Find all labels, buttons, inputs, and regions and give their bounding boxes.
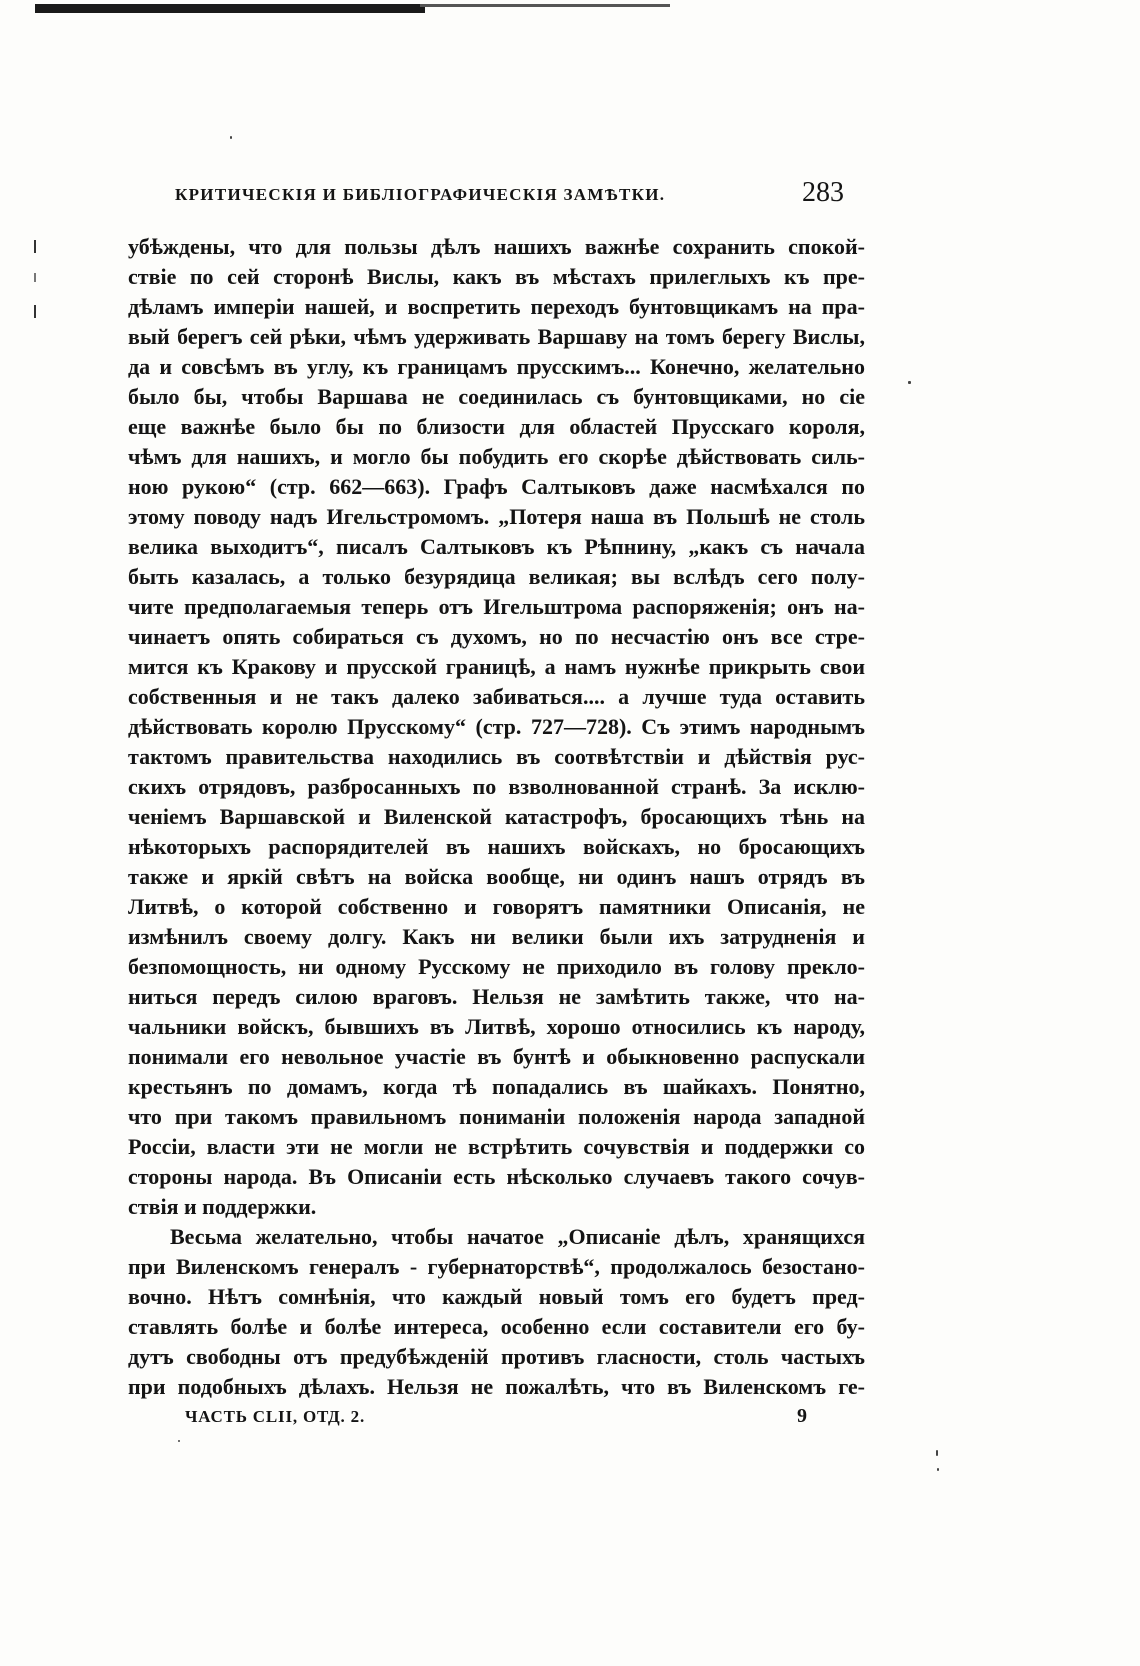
paragraph-continued bbox=[128, 232, 865, 1222]
text-line: понимали его невольное участіе въ бунтѣ и обыкновенно распускали bbox=[128, 1044, 865, 1069]
margin-mark bbox=[34, 305, 36, 318]
text-line: собственныя и не такъ далеко забиваться.... а лучше туда оставить bbox=[128, 684, 865, 709]
text-line: убѣждены, что для пользы дѣлъ нашихъ важнѣе сохранить спокой- bbox=[128, 234, 865, 259]
paragraph bbox=[128, 1222, 865, 1402]
ink-speck bbox=[936, 1450, 938, 1456]
top-scan-edge bbox=[35, 4, 425, 13]
text-line: было бы, чтобы Варшава не соединилась съ бунтовщиками, но сіе bbox=[128, 384, 865, 409]
ink-speck bbox=[937, 1468, 939, 1471]
body-text bbox=[128, 232, 865, 1402]
text-line: крестьянъ по домамъ, когда тѣ попадались въ шайкахъ. Понятно, bbox=[128, 1074, 865, 1099]
sheet-number: 9 bbox=[797, 1405, 807, 1427]
ink-speck bbox=[230, 136, 232, 139]
text-line: чѣмъ для нашихъ, и могло бы побудить его скорѣе дѣйствовать силь- bbox=[128, 444, 865, 469]
text-line: что при такомъ правильномъ пониманіи положенія народа западной bbox=[128, 1104, 865, 1129]
text-line: тактомъ правительства находились въ соотвѣтствіи и дѣйствія рус- bbox=[128, 744, 865, 769]
text-line: безпомощность, ни одному Русскому не приходило въ голову прекло- bbox=[128, 954, 865, 979]
text-line: ставлять болѣе и болѣе интереса, особенно если составители его бу- bbox=[128, 1314, 865, 1339]
text-line: велика выходитъ“, писалъ Салтыковъ къ Рѣпнину, „какъ съ начала bbox=[128, 534, 865, 559]
text-line: Россіи, власти эти не могли не встрѣтить сочувствія и поддержки со bbox=[128, 1134, 865, 1159]
ink-speck bbox=[178, 1440, 180, 1442]
text-line: скихъ отрядовъ, разбросанныхъ по взволнованной странѣ. За исклю- bbox=[128, 774, 865, 799]
text-line: ною рукою“ (стр. 662—663). Графъ Салтыковъ даже насмѣхался по bbox=[128, 474, 865, 499]
top-scan-edge-thin bbox=[420, 4, 670, 7]
text-line: еще важнѣе было бы по близости для областей Прусскаго короля, bbox=[128, 414, 865, 439]
text-line: ченіемъ Варшавской и Виленской катастрофъ, бросающихъ тѣнь на bbox=[128, 804, 865, 829]
text-line: нѣкоторыхъ распорядителей въ нашихъ войскахъ, но бросающихъ bbox=[128, 834, 865, 859]
text-line: при подобныхъ дѣлахъ. Нельзя не пожалѣть, что въ Виленскомъ ге- bbox=[128, 1374, 865, 1399]
margin-mark bbox=[34, 273, 36, 282]
text-line: чинаетъ опять собираться съ духомъ, но по несчастію онъ все стре- bbox=[128, 624, 865, 649]
text-line: Литвѣ, о которой собственно и говорятъ памятники Описанія, не bbox=[128, 894, 865, 919]
text-line: Весьма желательно, чтобы начатое „Описаніе дѣлъ, хранящихся bbox=[170, 1224, 865, 1249]
text-line: дѣламъ имперіи нашей, и воспретить переходъ бунтовщикамъ на пра- bbox=[128, 294, 865, 319]
text-line: ствіе по сей сторонѣ Вислы, какъ въ мѣстахъ прилеглыхъ къ пре- bbox=[128, 264, 865, 289]
margin-mark bbox=[34, 240, 36, 253]
text-line: также и яркій свѣтъ на войска вообще, ни одинъ нашъ отрядъ въ bbox=[128, 864, 865, 889]
text-line: вый берегъ сей рѣки, чѣмъ удерживать Варшаву на томъ берегу Вислы, bbox=[128, 324, 865, 349]
ink-speck bbox=[908, 381, 911, 384]
running-head: КРИТИЧЕСКІЯ И БИБЛІОГРАФИЧЕСКІЯ ЗАМѢТКИ. bbox=[175, 185, 666, 204]
text-line: при Виленскомъ генералъ - губернаторствѣ“, продолжалось безостано- bbox=[128, 1254, 865, 1279]
text-line: вочно. Нѣтъ сомнѣнія, что каждый новый томъ его будетъ пред- bbox=[128, 1284, 865, 1309]
text-line: чальники войскъ, бывшихъ въ Литвѣ, хорошо относились къ народу, bbox=[128, 1014, 865, 1039]
text-line: ствія и поддержки. bbox=[128, 1194, 317, 1219]
text-line: мится къ Кракову и прусской границѣ, а намъ нужнѣе прикрыть свои bbox=[128, 654, 865, 679]
text-line: чите предполагаемыя теперь отъ Игельштрома распоряженія; онъ на- bbox=[128, 594, 865, 619]
text-line: ниться передъ силою враговъ. Нельзя не замѣтить также, что на- bbox=[128, 984, 865, 1009]
text-line: этому поводу надъ Игельстромомъ. „Потеря наша въ Польшѣ не столь bbox=[128, 504, 865, 529]
text-line: измѣнилъ своему долгу. Какъ ни велики были ихъ затрудненія и bbox=[128, 924, 865, 949]
text-line: стороны народа. Въ Описаніи есть нѣсколько случаевъ такого сочув- bbox=[128, 1164, 865, 1189]
footer-signature: ЧАСТЬ CLII, ОТД. 2. bbox=[185, 1407, 365, 1426]
text-line: быть казалась, а только безурядица великая; вы вслѣдъ сего полу- bbox=[128, 564, 865, 589]
text-line: дѣйствовать королю Прусскому“ (стр. 727—728). Съ этимъ народнымъ bbox=[128, 714, 865, 739]
text-line: да и совсѣмъ въ углу, къ границамъ прусскимъ... Конечно, желательно bbox=[128, 354, 865, 379]
text-line: дутъ свободны отъ предубѣжденій противъ гласности, столь частыхъ bbox=[128, 1344, 865, 1369]
page-number: 283 bbox=[802, 177, 844, 208]
